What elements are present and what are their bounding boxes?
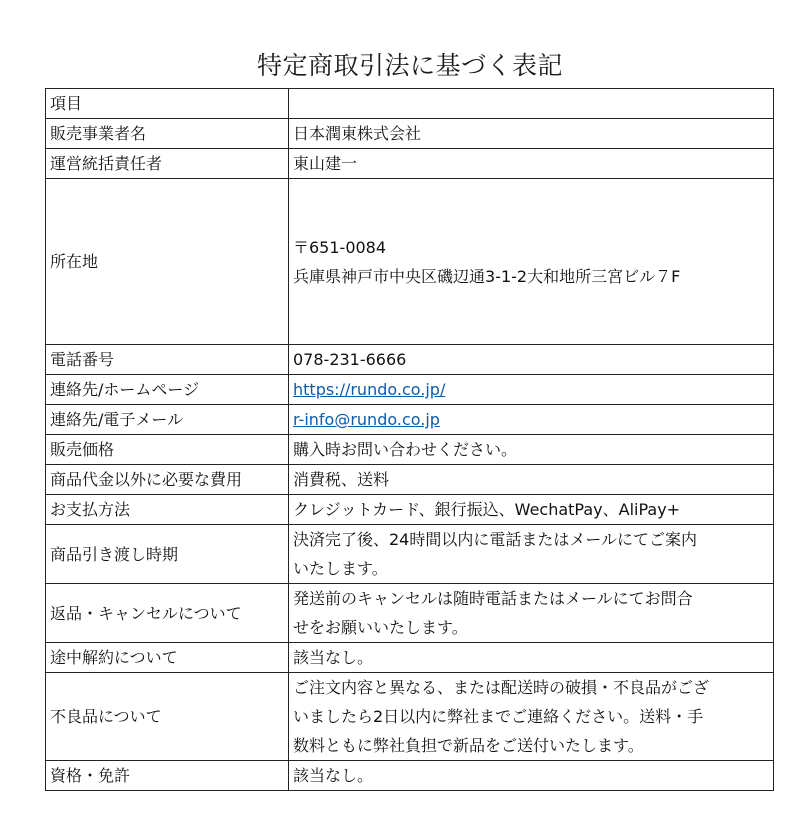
table-row (46, 761, 774, 791)
price-info: 購入時お問い合わせください。 (289, 435, 774, 465)
row-label: 運営統括責任者 (46, 149, 289, 179)
cancellation-info: 該当なし。 (289, 643, 774, 673)
row-label: 不良品について (46, 673, 289, 761)
row-value (289, 89, 774, 119)
text-line: 発送前のキャンセルは随時電話またはメールにてお問合 (293, 589, 693, 608)
table-row (46, 179, 774, 345)
row-label: 項目 (46, 89, 289, 119)
extra-costs: 消費税、送料 (289, 465, 774, 495)
row-label: 連絡先/電子メール (46, 405, 289, 435)
table-row (46, 525, 774, 584)
street-address: 兵庫県神戸市中央区磯辺通3-1-2大和地所三宮ビル７F (293, 266, 681, 286)
table-row (46, 584, 774, 643)
row-label: 連絡先/ホームページ (46, 375, 289, 405)
defective-policy (289, 673, 774, 761)
address-cell (289, 179, 774, 345)
table-row (46, 119, 774, 149)
table-row (46, 495, 774, 525)
homepage-cell (289, 375, 774, 405)
row-label: お支払方法 (46, 495, 289, 525)
table-row (46, 345, 774, 375)
row-label: 途中解約について (46, 643, 289, 673)
table-row (46, 375, 774, 405)
email-cell (289, 405, 774, 435)
row-label: 返品・キャンセルについて (46, 584, 289, 643)
text-line: ご注文内容と異なる、または配送時の破損・不良品がござ (293, 678, 710, 697)
table-row (46, 643, 774, 673)
row-label: 販売事業者名 (46, 119, 289, 149)
text-line: 数料ともに弊社負担で新品をご送付いたします。 (293, 736, 644, 755)
homepage-link[interactable]: https://rundo.co.jp/ (293, 380, 446, 399)
text-line: いましたら2日以内に弊社までご連絡ください。送料・手 (293, 707, 704, 726)
manager-name: 東山建一 (289, 149, 774, 179)
text-line: いたします。 (293, 559, 388, 578)
row-label: 商品代金以外に必要な費用 (46, 465, 289, 495)
text-line: せをお願いいたします。 (293, 618, 468, 637)
return-policy (289, 584, 774, 643)
table-row (46, 89, 774, 119)
row-label: 資格・免許 (46, 761, 289, 791)
text-line: 決済完了後、24時間以内に電話またはメールにてご案内 (293, 530, 698, 549)
delivery-time (289, 525, 774, 584)
disclosure-table (45, 88, 774, 791)
table-row (46, 673, 774, 761)
table-row (46, 465, 774, 495)
email-link[interactable]: r-info@rundo.co.jp (293, 410, 440, 429)
table-row (46, 405, 774, 435)
page-title: 特定商取引法に基づく表記 (256, 51, 563, 80)
license-info: 該当なし。 (289, 761, 774, 791)
postal-code: 〒651-0084 (293, 237, 387, 257)
row-label: 販売価格 (46, 435, 289, 465)
row-label: 商品引き渡し時期 (46, 525, 289, 584)
row-label: 所在地 (46, 179, 289, 345)
row-label: 電話番号 (46, 345, 289, 375)
seller-name: 日本潤東株式会社 (289, 119, 774, 149)
table-row (46, 435, 774, 465)
table-row (46, 149, 774, 179)
payment-methods: クレジットカード、銀行振込、WechatPay、AliPay+ (289, 495, 774, 525)
phone-number: 078-231-6666 (289, 345, 774, 375)
